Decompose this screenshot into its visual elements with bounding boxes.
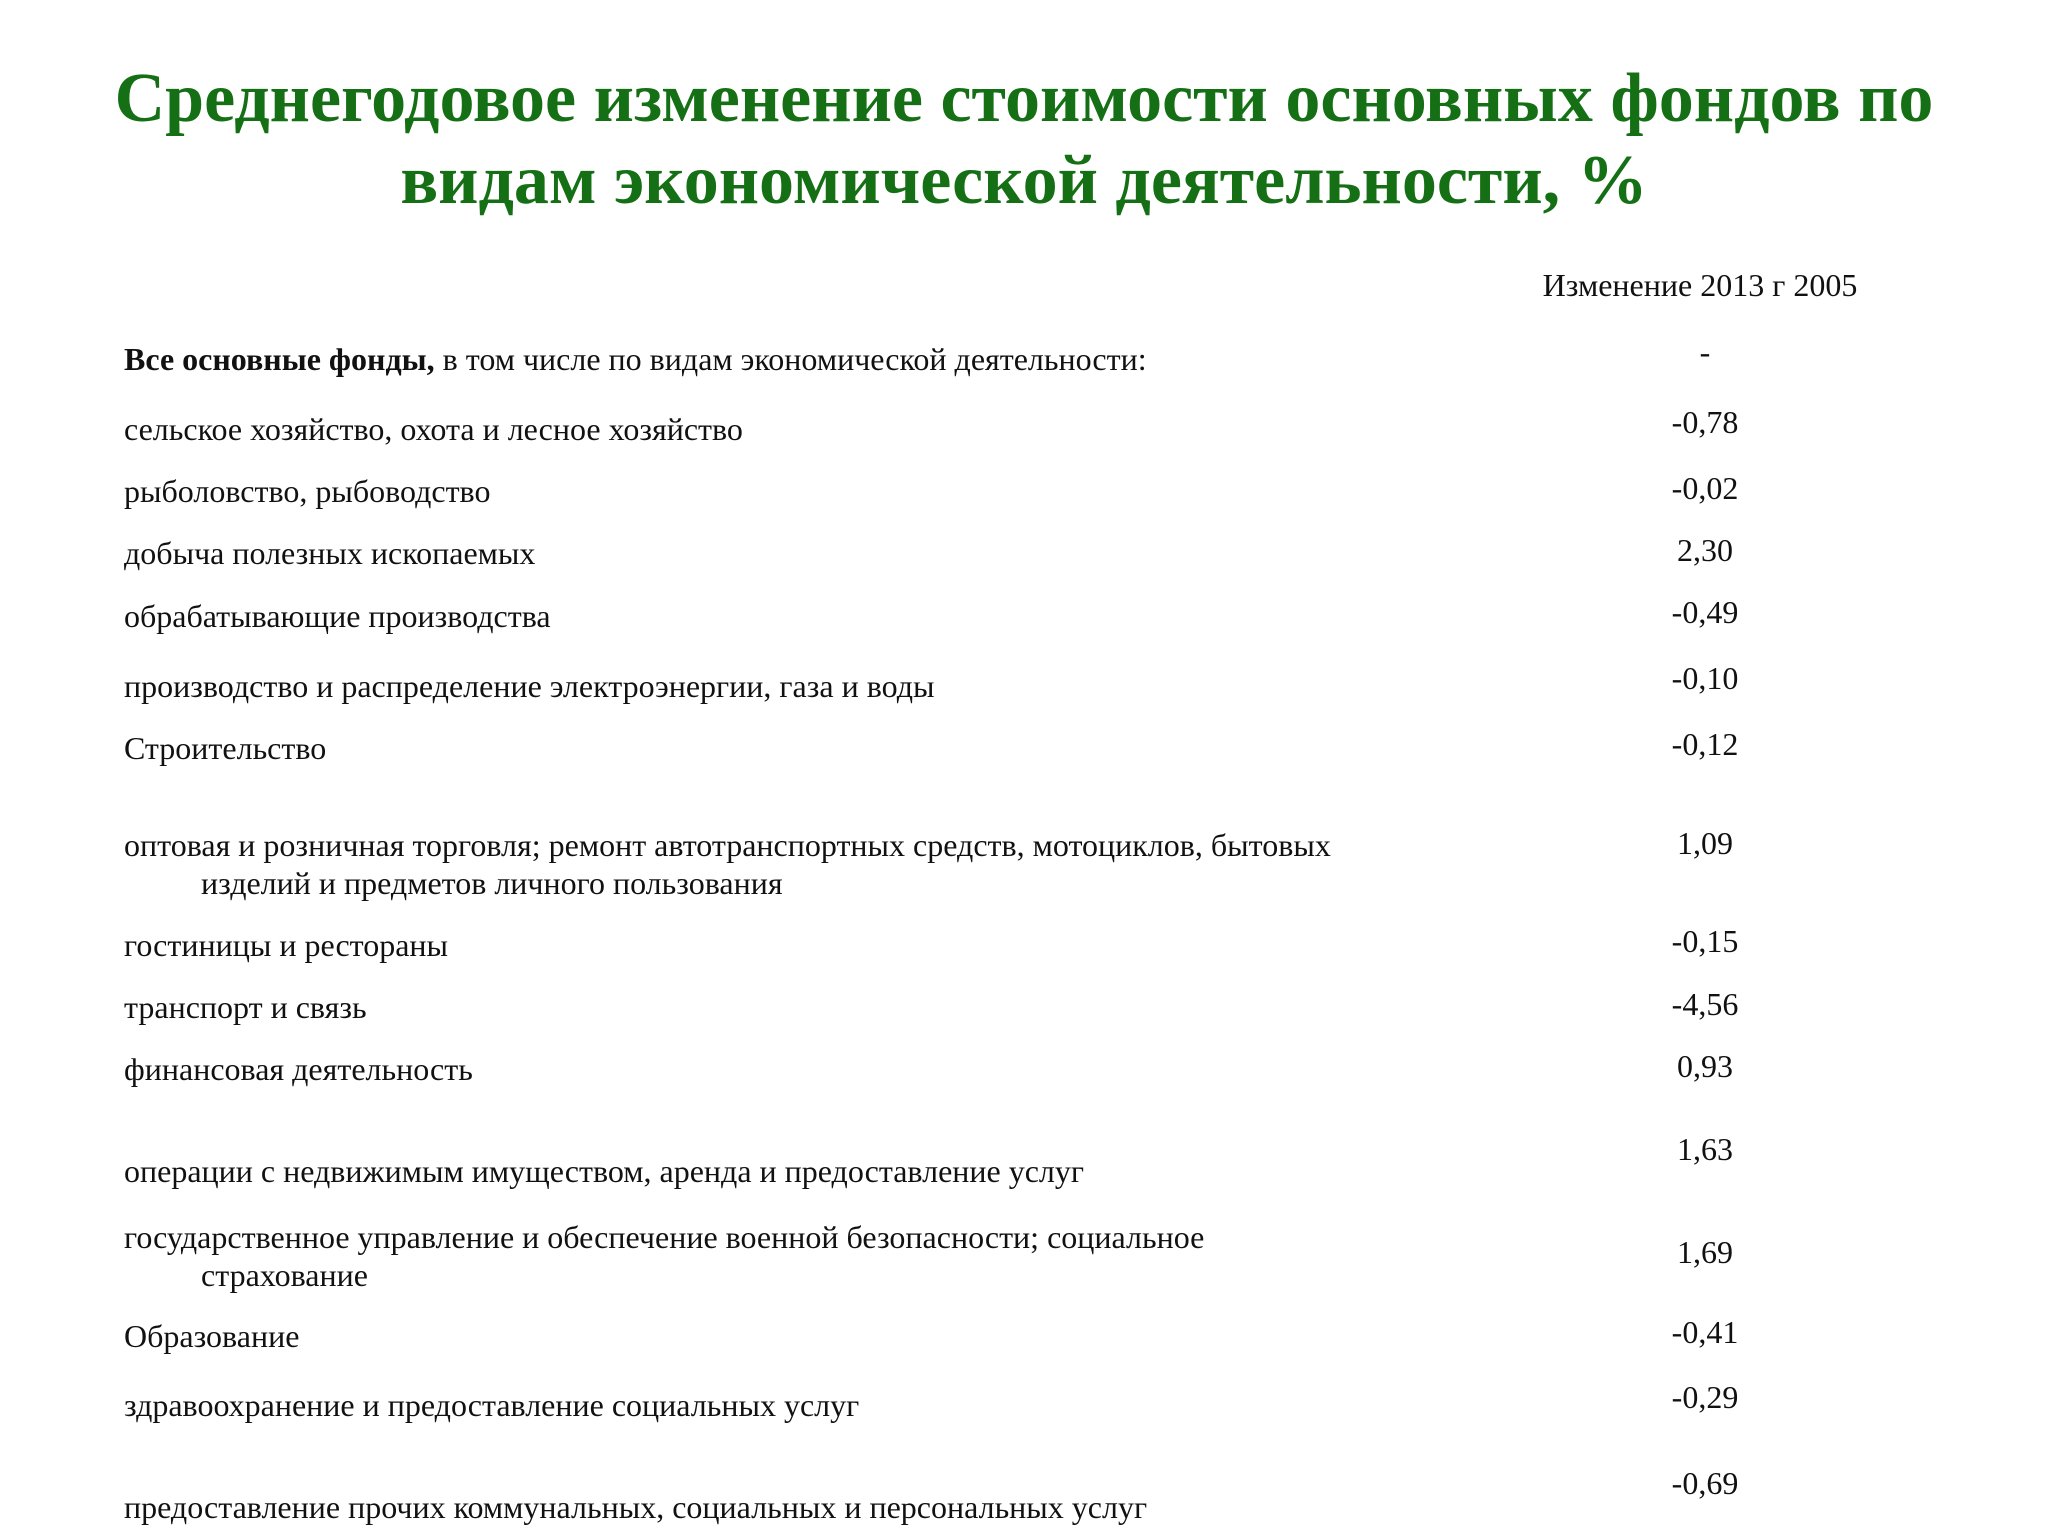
- row-label-14: здравоохранение и предоставление социальных услуг: [124, 1387, 860, 1423]
- total-row-value: -: [1699, 334, 1711, 370]
- row-label-11: операции с недвижимым имуществом, аренда и предоставление услуг: [124, 1153, 1085, 1189]
- row-value-10: 0,93: [1677, 1048, 1733, 1084]
- row-label-15: предоставление прочих коммунальных, социальных и персональных услуг: [124, 1489, 1148, 1525]
- row-label-12-line2: страхование: [201, 1257, 368, 1293]
- row-label-5: производство и распределение электроэнергии, газа и воды: [124, 668, 935, 704]
- row-value-4: -0,49: [1671, 594, 1739, 630]
- total-row-label-rest: в том числе по видам экономической деятельности:: [434, 341, 1147, 377]
- row-label-7: [124, 826, 1504, 902]
- row-label-10: финансовая деятельность: [124, 1051, 473, 1087]
- title-line-1: Среднегодовое изменение стоимости основных фондов по: [114, 60, 1934, 137]
- row-value-12: 1,69: [1677, 1234, 1733, 1270]
- row-label-2: рыболовство, рыбоводство: [124, 473, 491, 509]
- row-value-8: -0,15: [1671, 923, 1739, 959]
- row-value-5: -0,10: [1671, 660, 1739, 696]
- row-label-7-line2: изделий и предметов личного пользования: [201, 865, 783, 901]
- total-row-label: [124, 340, 1504, 378]
- row-value-3: 2,30: [1677, 532, 1733, 568]
- row-value-2: -0,02: [1671, 470, 1739, 506]
- row-value-15: -0,69: [1671, 1465, 1739, 1501]
- page-title: [40, 58, 2008, 222]
- row-value-1: -0,78: [1671, 404, 1739, 440]
- row-value-6: -0,12: [1671, 726, 1739, 762]
- row-label-13: Образование: [124, 1318, 300, 1354]
- row-value-7: 1,09: [1677, 825, 1733, 861]
- row-label-7-line1: оптовая и розничная торговля; ремонт автотранспортных средств, мотоциклов, бытовых: [124, 827, 1331, 863]
- row-label-9: транспорт и связь: [124, 989, 367, 1025]
- column-header: Изменение 2013 г 2005: [1542, 267, 1858, 303]
- row-label-6: Строительство: [124, 730, 327, 766]
- row-label-3: добыча полезных ископаемых: [124, 535, 536, 571]
- row-value-9: -4,56: [1671, 986, 1739, 1022]
- row-label-4: обрабатывающие производства: [124, 598, 551, 634]
- title-line-2: видам экономической деятельности, %: [400, 142, 1648, 219]
- row-value-11: 1,63: [1677, 1131, 1733, 1167]
- row-label-12-line1: государственное управление и обеспечение военной безопасности; социальное: [124, 1219, 1205, 1255]
- row-label-12: [124, 1218, 1504, 1294]
- row-label-8: гостиницы и рестораны: [124, 927, 449, 963]
- row-value-13: -0,41: [1671, 1314, 1739, 1350]
- row-label-1: сельское хозяйство, охота и лесное хозяйство: [124, 411, 743, 447]
- total-row-label-bold: Все основные фонды,: [124, 341, 435, 377]
- row-value-14: -0,29: [1671, 1379, 1739, 1415]
